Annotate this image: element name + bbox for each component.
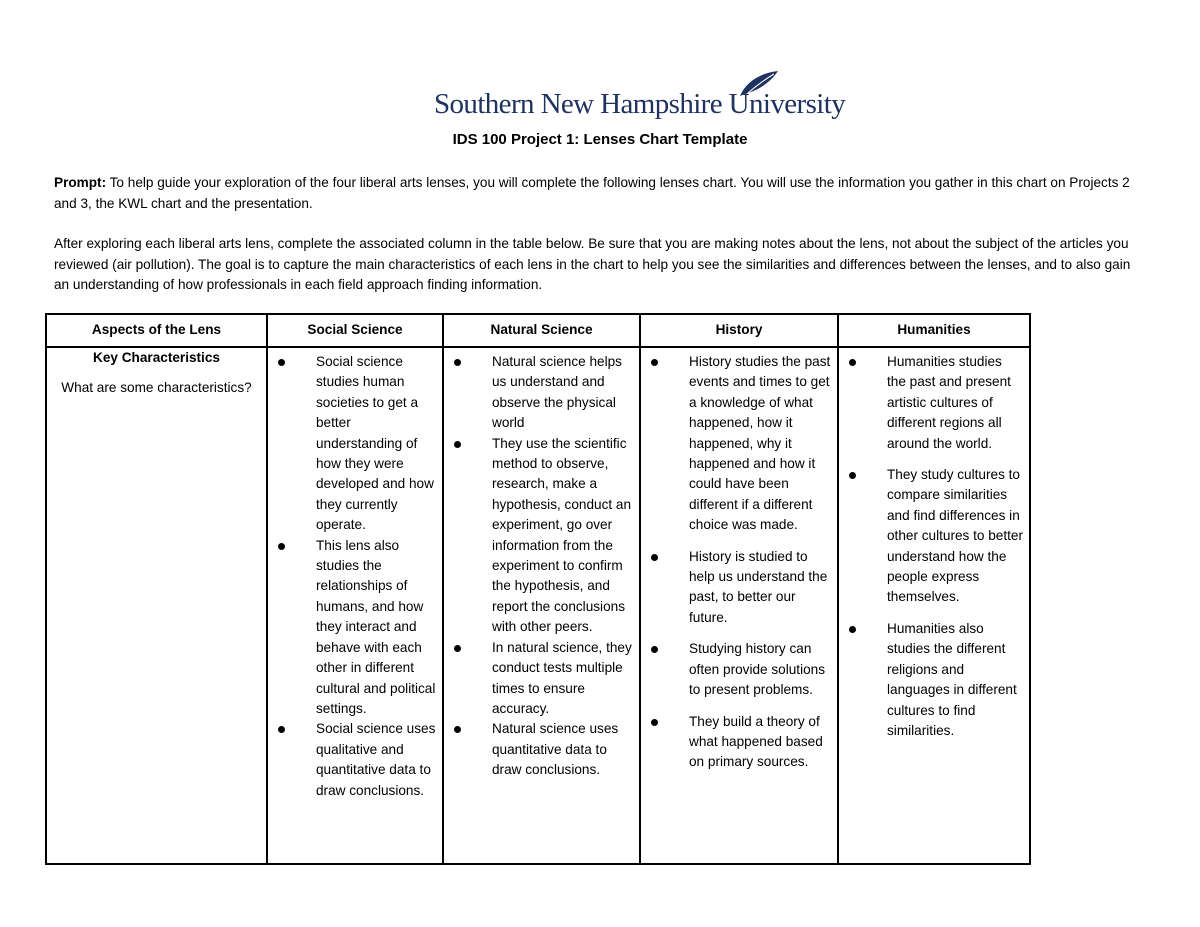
bullet-icon (651, 554, 658, 561)
document-title: IDS 100 Project 1: Lenses Chart Template (452, 131, 748, 148)
lenses-chart-table (45, 313, 1031, 865)
header-social-science: Social Science (267, 314, 443, 347)
bullet-icon (651, 719, 658, 726)
list-item: Humanities also studies the different religions and languages in different cultures to find similarities. (839, 619, 1023, 741)
bullet-icon (651, 359, 658, 366)
bullet-icon (454, 726, 461, 733)
table-header-row (46, 314, 1030, 347)
bullet-icon (454, 359, 461, 366)
bullet-icon (849, 359, 856, 366)
bullet-icon (651, 646, 658, 653)
prompt-paragraph (54, 173, 1149, 214)
list-item: In natural science, they conduct tests multiple times to ensure accuracy. (444, 638, 633, 720)
prompt-label: Prompt: (54, 175, 107, 190)
humanities-cell (838, 347, 1030, 864)
bullet-icon (278, 726, 285, 733)
header-humanities: Humanities (838, 314, 1030, 347)
list-item: They use the scientific method to observe, research, make a hypothesis, conduct an experiment, go over information from the experiment to confirm the hypothesis, and report the conclusions with other peers. (444, 434, 633, 638)
university-logo (434, 70, 846, 126)
row-header-cell (46, 347, 267, 864)
list-item: They study cultures to compare similarities and find differences in other cultures to better understand how the people express themselves. (839, 465, 1023, 608)
bullet-icon (278, 543, 285, 550)
list-item: Studying history can often provide solutions to present problems. (641, 639, 831, 700)
instructions-paragraph: After exploring each liberal arts lens, complete the associated column in the table below. Be sure that you are making notes about the lens, not about the subject of the articles you reviewed (air pollution). The goal is to capture the main characteristics of each lens in the chart to help you see the similarities and differences between the lenses, and to also gain an understanding of how professionals in each field approach finding information. (54, 236, 1131, 292)
list-item: Natural science helps us understand and observe the physical world (444, 352, 633, 434)
social-science-cell (267, 347, 443, 864)
list-item: Social science studies human societies to get a better understanding of how they were developed and how they currently operate. (268, 352, 436, 536)
leaf-icon (736, 70, 780, 98)
header-history: History (640, 314, 838, 347)
natural-science-cell (443, 347, 640, 864)
history-cell (640, 347, 838, 864)
list-item: They build a theory of what happened based on primary sources. (641, 712, 831, 773)
university-name: Southern New Hampshire University (434, 88, 846, 120)
row-title: Key Characteristics (93, 350, 220, 365)
prompt-text: To help guide your exploration of the four liberal arts lenses, you will complete the following lenses chart. You will use the information you gather in this chart on Projects 2 and 3, the KWL chart and the presentation. (54, 175, 1130, 211)
header-aspects: Aspects of the Lens (46, 314, 267, 347)
list-item: History is studied to help us understand the past, to better our future. (641, 547, 831, 629)
header-natural-science: Natural Science (443, 314, 640, 347)
list-item: Humanities studies the past and present artistic cultures of different regions all around the world. (839, 352, 1023, 454)
table-row (46, 347, 1030, 864)
list-item: This lens also studies the relationships of humans, and how they interact and behave with each other in different cultural and political settings. (268, 536, 436, 720)
bullet-icon (454, 645, 461, 652)
bullet-icon (849, 626, 856, 633)
bullet-icon (278, 359, 285, 366)
list-item: History studies the past events and times to get a knowledge of what happened, how it happened, why it happened and how it could have been different if a different choice was made. (641, 352, 831, 536)
list-item: Natural science uses quantitative data to draw conclusions. (444, 719, 633, 780)
bullet-icon (849, 472, 856, 479)
list-item: Social science uses qualitative and quantitative data to draw conclusions. (268, 719, 436, 801)
bullet-icon (454, 441, 461, 448)
row-question: What are some characteristics? (61, 380, 252, 396)
